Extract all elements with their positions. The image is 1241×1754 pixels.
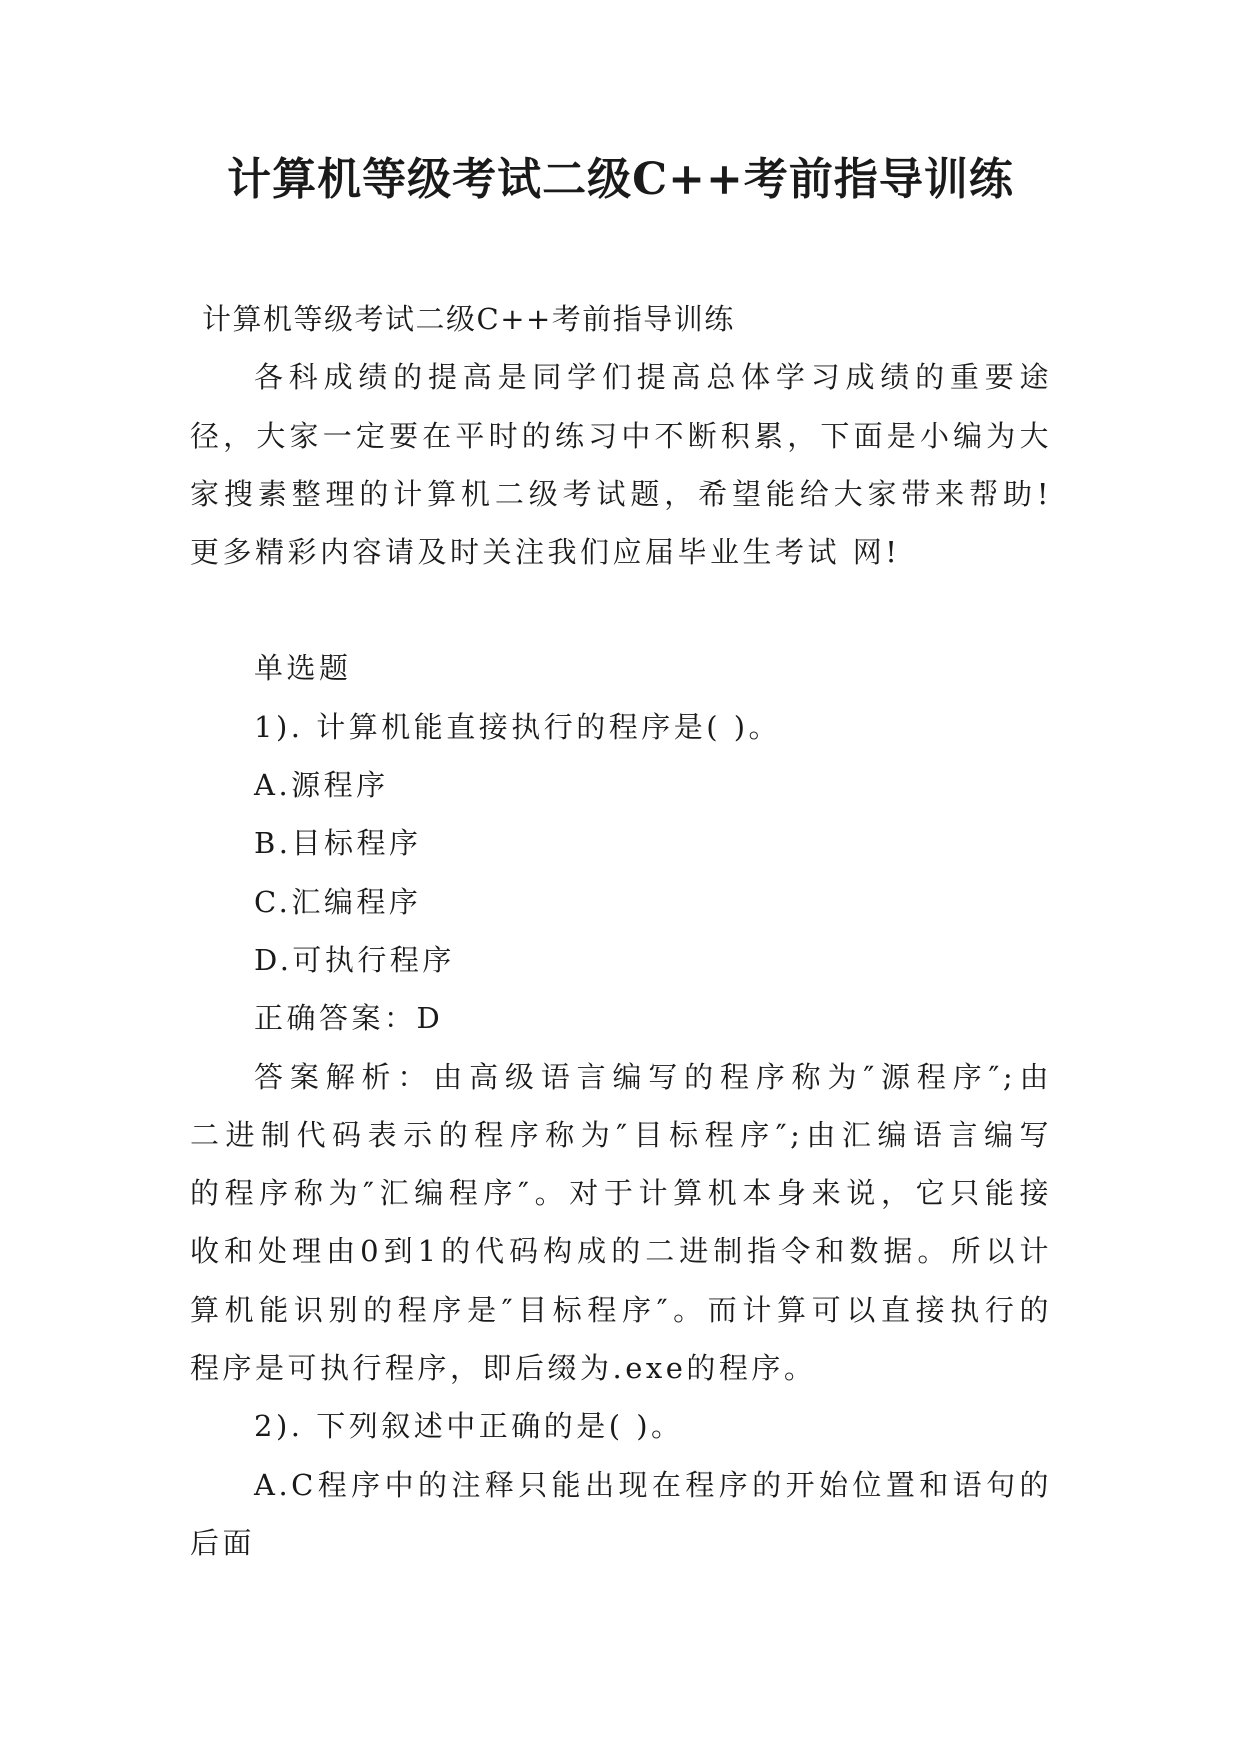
option-a: A.源程序	[254, 768, 389, 803]
section-heading: 单选题	[254, 651, 352, 686]
intro-line: 各科成绩的提高是同学们提高总体学习成绩的重要途	[254, 360, 1052, 395]
document-subtitle: 计算机等级考试二级C++考前指导训练	[202, 302, 735, 336]
option-a-continued: 后面	[190, 1525, 256, 1560]
paragraph-gap	[190, 581, 1052, 639]
question-2	[190, 1397, 1052, 1572]
document-body	[190, 290, 1052, 1572]
intro-line: 更多精彩内容请及时关注我们应届毕业生考试 网!	[190, 535, 901, 570]
explanation-line: 收和处理由0到1的代码构成的二进制指令和数据。所以计	[190, 1234, 1052, 1269]
option-a: A.C程序中的注释只能出现在程序的开始位置和语句的	[254, 1467, 1052, 1502]
intro-line: 家搜素整理的计算机二级考试题，希望能给大家带来帮助!	[190, 476, 1052, 511]
explanation-line: 程序是可执行程序，即后缀为.exe的程序。	[190, 1351, 817, 1386]
question-text: 2). 下列叙述中正确的是( )。	[254, 1409, 684, 1444]
option-b: B.目标程序	[254, 826, 422, 861]
option-d: D.可执行程序	[254, 942, 455, 977]
correct-answer: 正确答案：D	[254, 1001, 444, 1036]
explanation-line: 的程序称为″汇编程序″。对于计算机本身来说，它只能接	[190, 1176, 1052, 1211]
intro-paragraph	[190, 348, 1052, 581]
explanation-line: 算机能识别的程序是″目标程序″。而计算可以直接执行的	[190, 1292, 1052, 1327]
intro-line: 径，大家一定要在平时的练习中不断积累，下面是小编为大	[190, 418, 1052, 453]
explanation-line: 答案解析：由高级语言编写的程序称为″源程序″;由	[254, 1059, 1052, 1094]
option-c: C.汇编程序	[254, 884, 422, 919]
question-text: 1). 计算机能直接执行的程序是( )。	[254, 709, 782, 744]
question-1	[190, 698, 1052, 1398]
document-title: 计算机等级考试二级C++考前指导训练	[227, 154, 1014, 205]
explanation-line: 二进制代码表示的程序称为″目标程序″;由汇编语言编写	[190, 1117, 1052, 1152]
answer-explanation	[190, 1048, 1052, 1398]
